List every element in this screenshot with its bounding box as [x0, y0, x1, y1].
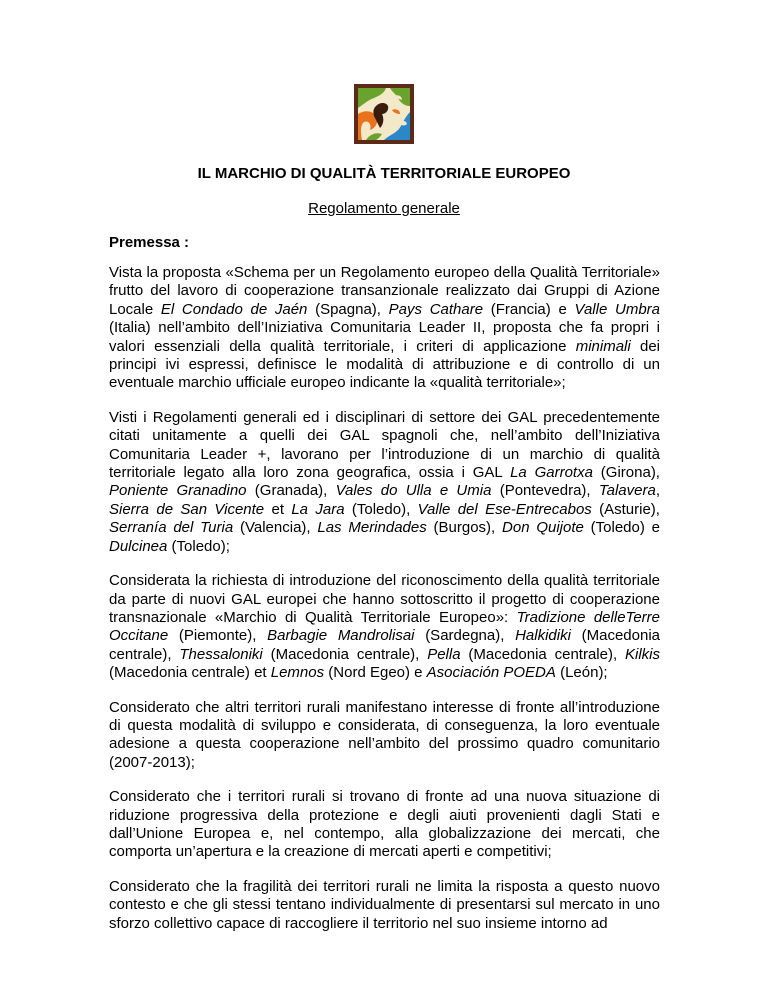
document-subtitle: Regolamento generale — [308, 200, 460, 217]
document-title: IL MARCHIO DI QUALITÀ TERRITORIALE EUROPEO — [197, 165, 571, 182]
document-body — [109, 264, 660, 933]
logo-mark-icon — [354, 84, 414, 144]
paragraph-5: Considerato che i territori rurali si trovano di fronte ad una nuova situazione di riduzione progressiva della protezione e degli aiuti provenienti dagli Stati e dall’Unione Europea e, nel contempo, alla globalizzazione dei mercati, che comporta un’apertura e la creazione di mercati aperti e competitivi; — [109, 788, 660, 861]
paragraph-4: Considerato che altri territori rurali manifestano interesse di fronte all’introduzione di questa modalità di sviluppo e considerata, di conseguenza, la loro eventuale adesione a questa cooperazione nell’ambito del prossimo quadro comunitario (2007-2013); — [109, 698, 660, 771]
paragraph-6: Considerato che la fragilità dei territori rurali ne limita la risposta a questo nuovo contesto e che gli stessi tentano individualmente di presentarsi sul mercato in uno sforzo collettivo capace di raccogliere il territorio nel suo insieme intorno ad — [109, 877, 660, 932]
paragraph-1: Vista la proposta «Schema per un Regolamento europeo della Qualità Territoriale» frutto del lavoro di cooperazione transanzionale realizzato dai Gruppi di Azione Locale El Condado de Jaén (Spagna), Pays Cathare (Francia) e Valle Umbra (Italia) nell’ambito dell’Iniziativa Comunitaria Leader II, proposta che fa propri i valori essenziali della qualità territoriale, i criteri di applicazione minimali dei principi ivi espressi, definisce le modalità di attribuzione e di controllo di un eventuale marchio ufficiale europeo indicante la «qualità territoriale»; — [109, 264, 660, 392]
marchio-qualita-logo — [354, 84, 414, 144]
section-heading: Premessa : — [109, 234, 190, 251]
paragraph-3: Considerata la richiesta di introduzione del riconoscimento della qualità territoriale da parte di nuovi GAL europei che hanno sottoscritto il progetto di cooperazione transnazionale «Marchio di Qualità Territoriale Europeo»: Tradizione delleTerre Occitane (Piemonte), Barbagie Mandrolisai (Sardegna), Halkidiki (Macedonia centrale), Thessaloniki (Macedonia centrale), Pella (Macedonia centrale), Kilkis (Macedonia centrale) et Lemnos (Nord Egeo) e Asociación POEDA (León); — [109, 572, 660, 682]
paragraph-2: Visti i Regolamenti generali ed i disciplinari di settore dei GAL precedentemente citati unitamente a quelli dei GAL spagnoli che, nell’ambito dell’Iniziativa Comunitaria Leader +, lavorano per l’introduzione di un marchio di qualità territoriale legato alla loro zona geografica, ossia i GAL La Garrotxa (Girona), Poniente Granadino (Granada), Vales do Ulla e Umia (Pontevedra), Talavera, Sierra de San Vicente et La Jara (Toledo), Valle del Ese-Entrecabos (Asturie), Serranía del Turia (Valencia), Las Merindades (Burgos), Don Quijote (Toledo) e Dulcinea (Toledo); — [109, 408, 660, 555]
